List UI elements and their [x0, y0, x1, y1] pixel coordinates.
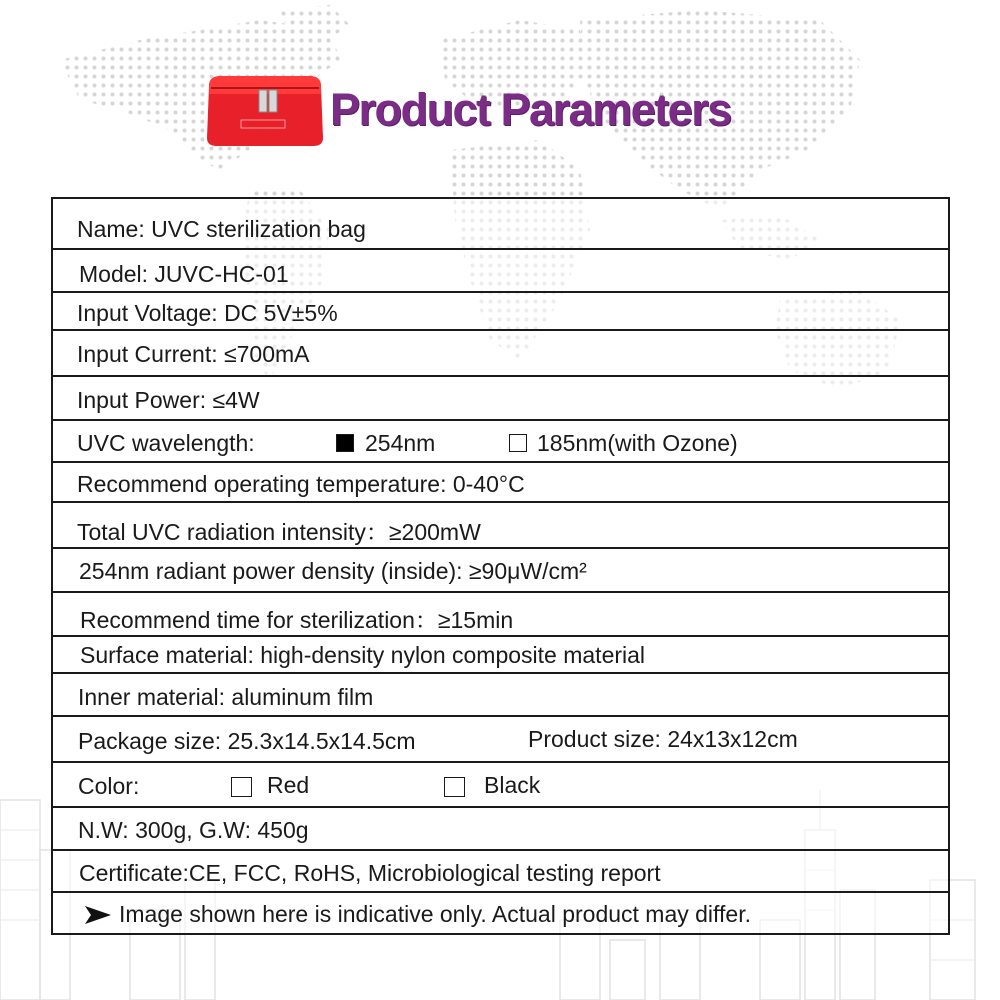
row-inner-material [53, 674, 948, 717]
row-certificate [53, 851, 948, 893]
row-disclaimer [53, 893, 948, 933]
header [0, 62, 1000, 162]
row-name [53, 199, 948, 250]
wavelength-254-label: 254nm [365, 430, 436, 456]
surface-material-text: Surface material: high-density nylon composite material [80, 642, 646, 668]
product-size-text: Product size: 24x13x12cm [528, 726, 798, 752]
row-current [53, 331, 948, 377]
row-power [53, 377, 948, 421]
voltage-text: Input Voltage: DC 5V±5% [77, 300, 338, 326]
row-voltage [53, 293, 948, 331]
color-black-label: Black [484, 772, 541, 798]
color-red-label: Red [267, 772, 310, 798]
row-wavelength [53, 421, 948, 463]
wavelength-254-checkbox[interactable] [336, 434, 354, 452]
row-temperature [53, 463, 948, 503]
intensity-text: Total UVC radiation intensity：≥200mW [77, 519, 481, 545]
parameters-table [51, 197, 950, 935]
density-text: 254nm radiant power density (inside): ≥90μW/cm² [79, 558, 587, 584]
row-size [53, 717, 948, 763]
red-sterilization-bag-icon [203, 72, 327, 148]
current-text: Input Current: ≤700mA [77, 341, 310, 367]
color-label: Color: [78, 773, 140, 799]
name-text: Name: UVC sterilization bag [77, 216, 366, 242]
row-color [53, 763, 948, 808]
row-intensity [53, 503, 948, 549]
row-model [53, 250, 948, 293]
row-sterilization-time [53, 593, 948, 637]
inner-material-text: Inner material: aluminum film [78, 684, 374, 710]
weight-text: N.W: 300g, G.W: 450g [78, 817, 309, 843]
color-black-checkbox[interactable] [444, 777, 465, 797]
power-text: Input Power: ≤4W [77, 387, 260, 413]
row-weight [53, 808, 948, 851]
arrow-right-icon [83, 904, 113, 926]
page-title: Product Parameters [330, 84, 731, 135]
package-size-text: Package size: 25.3x14.5x14.5cm [78, 728, 416, 754]
wavelength-label: UVC wavelength: [77, 430, 255, 456]
certificate-text: Certificate:CE, FCC, RoHS, Microbiological testing report [79, 860, 661, 886]
sterilization-time-text: Recommend time for sterilization：≥15min [80, 607, 514, 633]
row-surface-material [53, 637, 948, 674]
temperature-text: Recommend operating temperature: 0-40°C [77, 471, 525, 497]
row-density [53, 549, 948, 593]
disclaimer-text: Image shown here is indicative only. Actual product may differ. [119, 901, 751, 927]
wavelength-185-checkbox[interactable] [509, 434, 527, 452]
wavelength-185-label: 185nm(with Ozone) [537, 430, 738, 456]
model-text: Model: JUVC-HC-01 [79, 261, 289, 287]
color-red-checkbox[interactable] [231, 777, 252, 797]
